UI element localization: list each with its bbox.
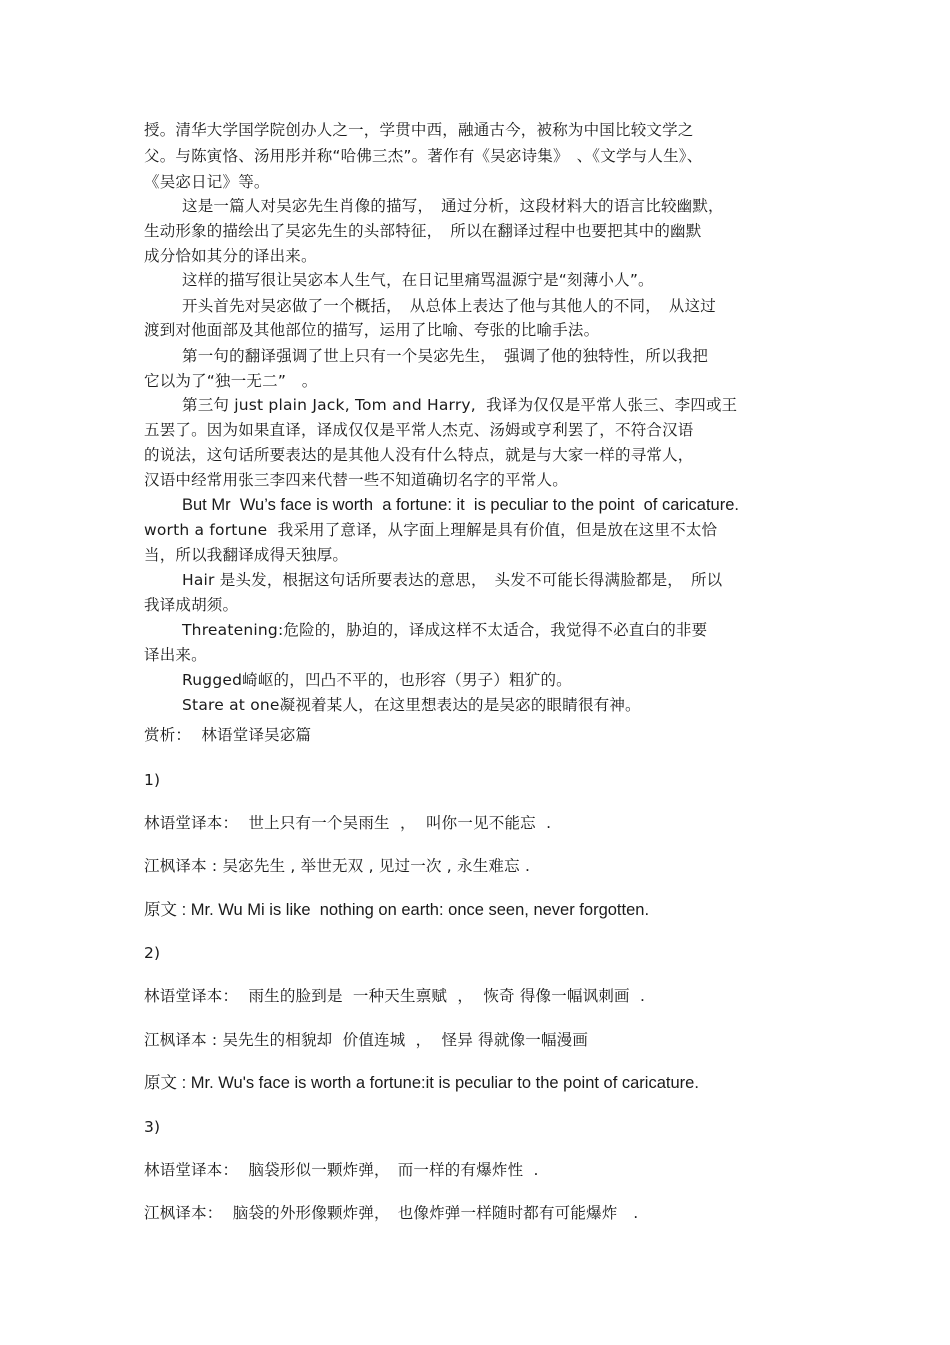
para-1-line-2: 生动形象的描绘出了吴宓先生的头部特征， 所以在翻译过程中也要把其中的幽默 (144, 222, 702, 240)
appreciation-heading: 赏析： 林语堂译吴宓篇 (144, 726, 312, 744)
para-9-line-1: Rugged崎岖的，凹凸不平的，也形容（男子）粗犷的。 (182, 671, 572, 689)
para-1-line-1: 这是一篇人对吴宓先生肖像的描写， 通过分析，这段材料大的语言比较幽默， (182, 197, 724, 215)
para-6-line-3: 当，所以我翻译成得天独厚。 (144, 546, 349, 564)
intro-line-2: 父。与陈寅恪、汤用彤并称“哈佛三杰”。著作有《吴宓诗集》 、《文学与人生》、 (144, 147, 703, 165)
para-5-line-3: 的说法，这句话所要表达的是其他人没有什么特点，就是与大家一样的寻常人， (144, 446, 694, 464)
intro-line-3: 《吴宓日记》等。 (144, 173, 270, 191)
item-3-jiang-translation: 江枫译本： 脑袋的外形像颗炸弹， 也像炸弹一样随时都有可能爆炸 . (144, 1204, 639, 1222)
item-1-number: 1) (144, 771, 161, 789)
para-4-line-1: 第一句的翻译强调了世上只有一个吴宓先生， 强调了他的独特性，所以我把 (182, 347, 709, 365)
para-3-line-1: 开头首先对吴宓做了一个概括， 从总体上表达了他与其他人的不同， 从这过 (182, 297, 717, 315)
para-10-line-1: Stare at one凝视着某人，在这里想表达的是吴宓的眼睛很有神。 (182, 696, 641, 714)
para-5-line-1: 第三句 just plain Jack, Tom and Harry, 我译为仅仅是平常人张三、李四或王 (182, 396, 738, 414)
item-2-number: 2) (144, 944, 161, 962)
para-3-line-2: 渡到对他面部及其他部位的描写，运用了比喻、夸张的比喻手法。 (144, 321, 600, 339)
item-1-jiang-translation: 江枫译本 : 吴宓先生 , 举世无双 , 见过一次 , 永生难忘 . (144, 857, 531, 875)
para-2-line-1: 这样的描写很让吴宓本人生气，在日记里痛骂温源宁是“刻薄小人”。 (182, 271, 654, 289)
item-3-number: 3) (144, 1118, 161, 1136)
para-7-line-2: 我译成胡须。 (144, 596, 239, 614)
item-2-jiang-translation: 江枫译本 : 吴先生的相貌却 价值连城 ， 怪异 得就像一幅漫画 (144, 1031, 589, 1049)
item-2-lin-translation: 林语堂译本： 雨生的脸到是 一种天生禀赋 ， 恢奇 得像一幅讽刺画 . (144, 987, 646, 1005)
item-1-lin-translation: 林语堂译本： 世上只有一个吴雨生 ， 叫你一见不能忘 . (144, 814, 552, 832)
para-7-line-1: Hair 是头发，根据这句话所要表达的意思， 头发不可能长得满脸都是， 所以 (182, 571, 723, 589)
para-4-line-2: 它以为了“独一无二” 。 (144, 372, 318, 390)
para-6-line-2: worth a fortune 我采用了意译，从字面上理解是具有价值，但是放在这里不太恰 (144, 521, 718, 539)
item-3-lin-translation: 林语堂译本： 脑袋形似一颗炸弹， 而一样的有爆炸性 . (144, 1161, 539, 1179)
item-2-original: 原文 : Mr. Wu's face is worth a fortune:it is peculiar to the point of caricature. (144, 1074, 699, 1092)
para-8-line-2: 译出来。 (144, 646, 207, 664)
para-1-line-3: 成分恰如其分的译出来。 (144, 247, 317, 265)
intro-line-1: 授。清华大学国学院创办人之一，学贯中西，融通古今，被称为中国比较文学之 (144, 121, 694, 139)
para-8-line-1: Threatening:危险的，胁迫的，译成这样不太适合，我觉得不必直白的非要 (182, 621, 708, 639)
item-1-original: 原文 : Mr. Wu Mi is like nothing on earth: once seen, never forgotten. (144, 901, 650, 919)
para-6-line-1: But Mr Wu’s face is worth a fortune: it is peculiar to the point of caricature. (182, 496, 739, 514)
para-5-line-2: 五罢了。因为如果直译，译成仅仅是平常人杰克、汤姆或亨利罢了，不符合汉语 (144, 421, 694, 439)
para-5-line-4: 汉语中经常用张三李四来代替一些不知道确切名字的平常人。 (144, 471, 568, 489)
